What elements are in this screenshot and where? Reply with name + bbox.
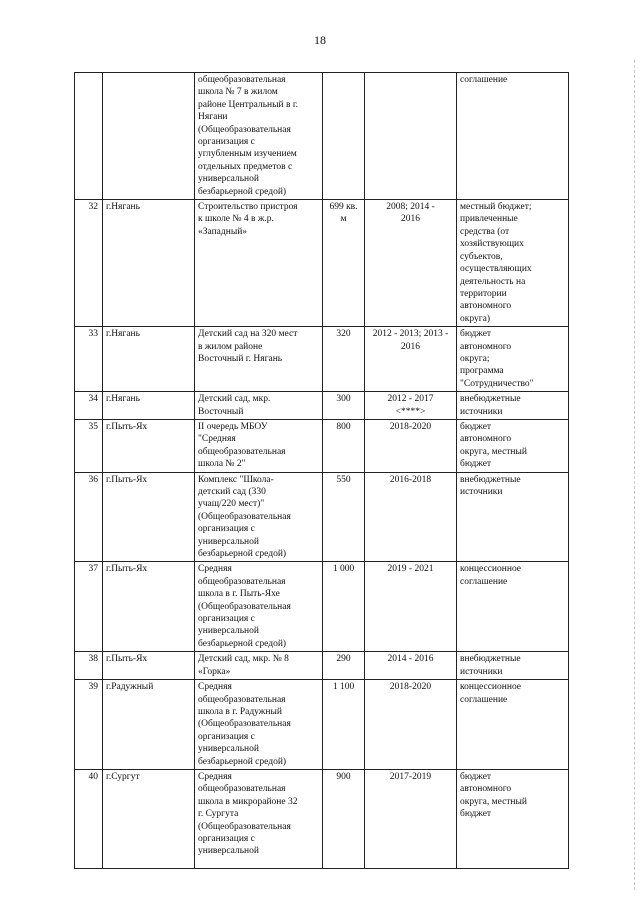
cell-years: 2008; 2014 - 2016 bbox=[365, 200, 457, 327]
cell-city: г.Пыть-Ях bbox=[103, 472, 195, 562]
cell-city: г.Сургут bbox=[103, 769, 195, 868]
cell-number: 33 bbox=[75, 327, 103, 392]
cell-city: г.Радужный bbox=[103, 680, 195, 770]
cell-years: 2018-2020 bbox=[365, 680, 457, 770]
cell-number: 32 bbox=[75, 200, 103, 327]
table-row bbox=[75, 392, 569, 420]
cell-years: 2017-2019 bbox=[365, 769, 457, 868]
cell-capacity: 300 bbox=[323, 392, 365, 420]
cell-funding-source: бюджет автономного округа, местный бюджет bbox=[457, 769, 569, 868]
scan-edge-line bbox=[634, 60, 636, 890]
cell-number: 35 bbox=[75, 419, 103, 472]
cell-funding-source: концессионное соглашение bbox=[457, 680, 569, 770]
cell-object: II очередь МБОУ "Средняя общеобразовательная школа № 2" bbox=[195, 419, 323, 472]
table-row bbox=[75, 680, 569, 770]
page-number: 18 bbox=[314, 33, 326, 47]
cell-number: 40 bbox=[75, 769, 103, 868]
cell-city bbox=[103, 73, 195, 200]
cell-number: 36 bbox=[75, 472, 103, 562]
table-row bbox=[75, 769, 569, 868]
cell-funding-source: концессионное соглашение bbox=[457, 562, 569, 652]
table-row bbox=[75, 472, 569, 562]
cell-number bbox=[75, 73, 103, 200]
table-row bbox=[75, 327, 569, 392]
cell-object: Комплекс "Школа- детский сад (330 учащ/220 мест)" (Общеобразовательная организация с универсальной безбарьерной средой) bbox=[195, 472, 323, 562]
cell-years bbox=[365, 73, 457, 200]
cell-capacity: 550 bbox=[323, 472, 365, 562]
cell-funding-source: местный бюджет; привлеченные средства (от хозяйствующих субъектов, осуществляющих деятельность на территории автономного округа) bbox=[457, 200, 569, 327]
cell-funding-source: соглашение bbox=[457, 73, 569, 200]
cell-city: г.Нягань bbox=[103, 392, 195, 420]
table-row bbox=[75, 200, 569, 327]
cell-funding-source: бюджет автономного округа; программа "Сотрудничество" bbox=[457, 327, 569, 392]
cell-city: г.Нягань bbox=[103, 327, 195, 392]
cell-capacity: 320 bbox=[323, 327, 365, 392]
cell-object: Детский сад на 320 мест в жилом районе Восточный г. Нягань bbox=[195, 327, 323, 392]
cell-funding-source: внебюджетные источники bbox=[457, 652, 569, 680]
table-row bbox=[75, 562, 569, 652]
table-row bbox=[75, 652, 569, 680]
cell-funding-source: внебюджетные источники bbox=[457, 392, 569, 420]
cell-capacity: 1 000 bbox=[323, 562, 365, 652]
cell-funding-source: внебюджетные источники bbox=[457, 472, 569, 562]
cell-object: Детский сад, мкр. Восточный bbox=[195, 392, 323, 420]
cell-object: Средняя общеобразовательная школа в г. Радужный (Общеобразовательная организация с универсальной безбарьерной средой) bbox=[195, 680, 323, 770]
cell-city: г.Пыть-Ях bbox=[103, 562, 195, 652]
cell-capacity: 290 bbox=[323, 652, 365, 680]
cell-number: 34 bbox=[75, 392, 103, 420]
cell-years: 2014 - 2016 bbox=[365, 652, 457, 680]
cell-years: 2018-2020 bbox=[365, 419, 457, 472]
cell-city: г.Нягань bbox=[103, 200, 195, 327]
cell-city: г.Пыть-Ях bbox=[103, 419, 195, 472]
cell-object: Средняя общеобразовательная школа в микрорайоне 32 г. Сургута (Общеобразовательная организация с универсальной bbox=[195, 769, 323, 868]
cell-capacity: 800 bbox=[323, 419, 365, 472]
cell-number: 37 bbox=[75, 562, 103, 652]
cell-years: 2012 - 2013; 2013 - 2016 bbox=[365, 327, 457, 392]
cell-years: 2012 - 2017 <****> bbox=[365, 392, 457, 420]
cell-object: Детский сад, мкр. № 8 «Горка» bbox=[195, 652, 323, 680]
cell-years: 2016-2018 bbox=[365, 472, 457, 562]
cell-object: Средняя общеобразовательная школа в г. Пыть-Яхе (Общеобразовательная организация с универсальной безбарьерной средой) bbox=[195, 562, 323, 652]
cell-years: 2019 - 2021 bbox=[365, 562, 457, 652]
cell-funding-source: бюджет автономного округа, местный бюджет bbox=[457, 419, 569, 472]
cell-number: 38 bbox=[75, 652, 103, 680]
table-row bbox=[75, 419, 569, 472]
cell-object: Строительство пристроя к школе № 4 в ж.р. «Западный» bbox=[195, 200, 323, 327]
cell-capacity: 699 кв. м bbox=[323, 200, 365, 327]
cell-capacity: 900 bbox=[323, 769, 365, 868]
cell-capacity bbox=[323, 73, 365, 200]
cell-city: г.Пыть-Ях bbox=[103, 652, 195, 680]
cell-capacity: 1 100 bbox=[323, 680, 365, 770]
cell-object: общеобразовательная школа № 7 в жилом районе Центральный в г. Нягани (Общеобразовательная организация с углубленным изучением отдельных предметов с универсальной безбарьерной средой) bbox=[195, 73, 323, 200]
table-row bbox=[75, 73, 569, 200]
construction-table bbox=[74, 72, 569, 869]
cell-number: 39 bbox=[75, 680, 103, 770]
table-body bbox=[75, 73, 569, 869]
